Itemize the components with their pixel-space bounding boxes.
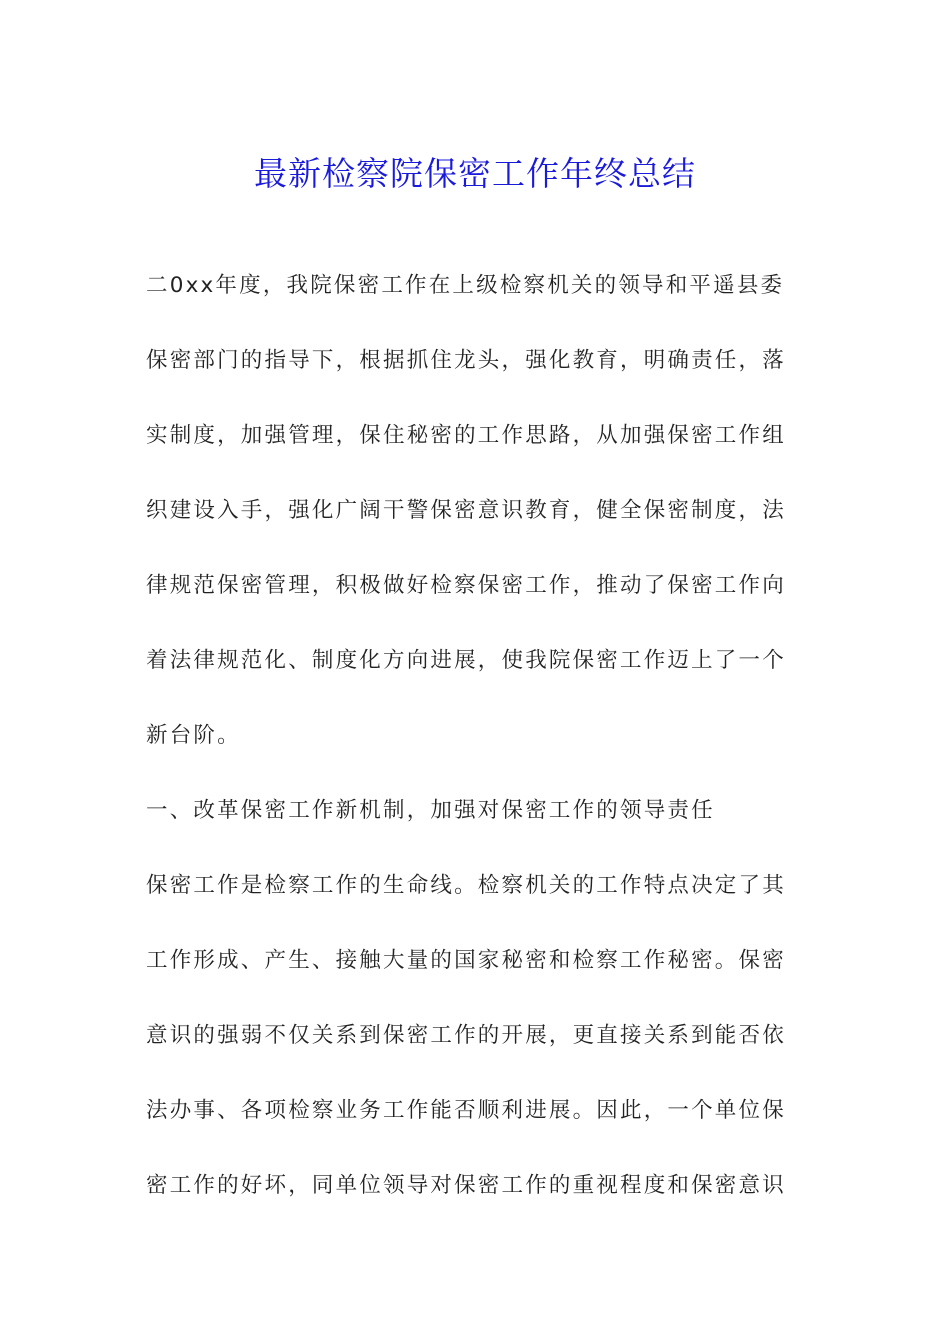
- section-heading-1: [146, 791, 806, 866]
- text-line: 新台阶。: [146, 723, 241, 748]
- text-line: 意识的强弱不仅关系到保密工作的开展，更直接关系到能否依: [146, 1023, 786, 1048]
- text-line: 工作形成、产生、接触大量的国家秘密和检察工作秘密。保密: [146, 948, 786, 973]
- paragraph-section-1: [146, 866, 806, 1241]
- text-line: 保密工作是检察工作的生命线。检察机关的工作特点决定了其: [146, 873, 786, 898]
- text-line: 二0xx年度，我院保密工作在上级检察机关的领导和平遥县委: [146, 273, 785, 298]
- section-heading-text: 一、改革保密工作新机制，加强对保密工作的领导责任: [146, 798, 715, 823]
- paragraph-intro: [146, 266, 806, 791]
- document-title: 最新检察院保密工作年终总结: [254, 154, 696, 194]
- text-line: 织建设入手，强化广阔干警保密意识教育，健全保密制度，法: [146, 498, 786, 523]
- text-line: 法办事、各项检察业务工作能否顺利进展。因此，一个单位保: [146, 1098, 786, 1123]
- text-line: 律规范保密管理，积极做好检察保密工作，推动了保密工作向: [146, 573, 786, 598]
- text-line: 着法律规范化、制度化方向进展，使我院保密工作迈上了一个: [146, 648, 786, 673]
- text-line: 实制度，加强管理，保住秘密的工作思路，从加强保密工作组: [146, 423, 786, 448]
- text-line: 保密部门的指导下，根据抓住龙头，强化教育，明确责任，落: [146, 348, 786, 373]
- text-line: 密工作的好坏，同单位领导对保密工作的重视程度和保密意识: [146, 1173, 786, 1198]
